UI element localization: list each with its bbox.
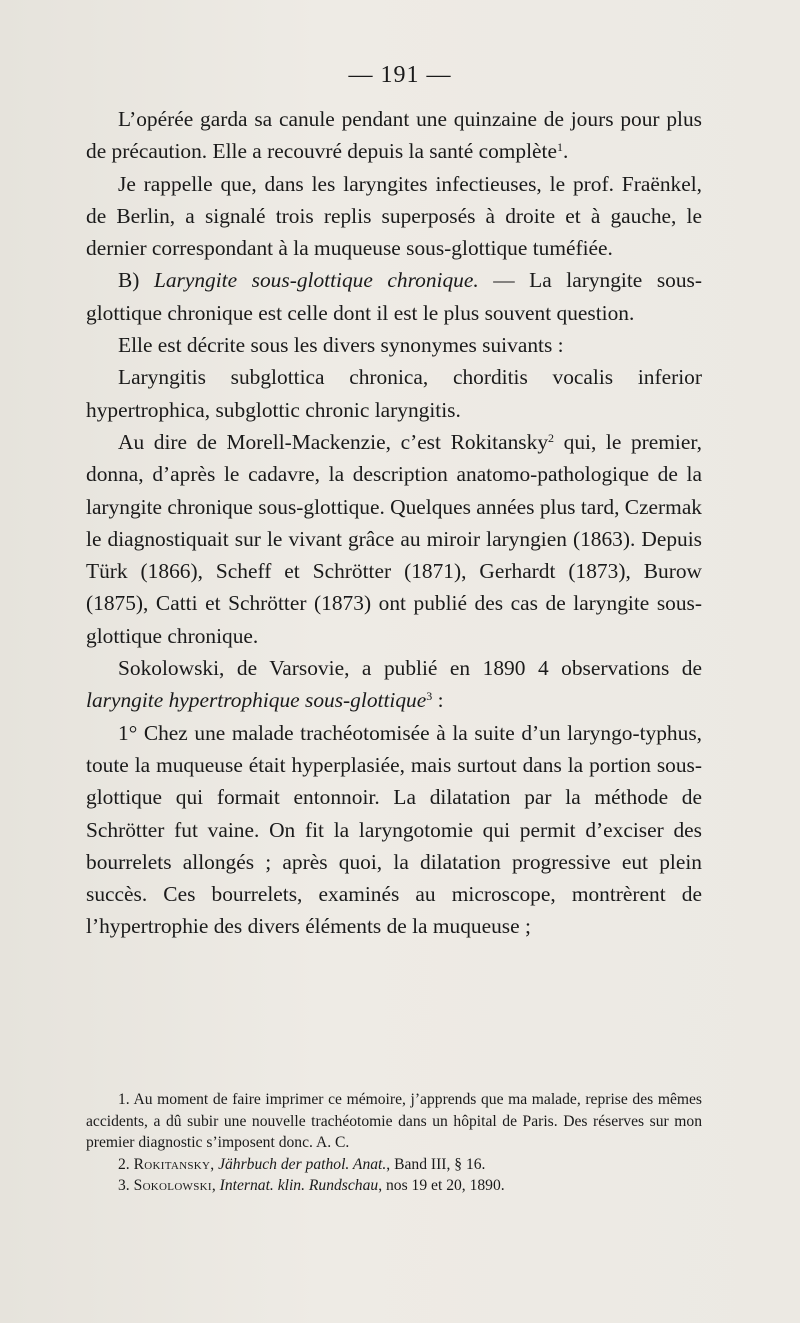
footnote-ref: 2 bbox=[548, 430, 555, 445]
text-run: 1. Au moment de faire imprimer ce mémoire, j’apprends que ma malade, reprise des mêmes accidents, a dû subir une nouvelle trachéotomie dans un hôpital de Paris. Des réserves sur mon premier diagnostic s’imposent donc. A. C. bbox=[86, 1091, 702, 1152]
text-run: . bbox=[562, 139, 569, 164]
page-number: — 191 — bbox=[348, 62, 452, 88]
text-run: Elle est décrite sous les divers synonymes suivants : bbox=[118, 333, 564, 358]
paragraph bbox=[86, 168, 702, 265]
paragraph bbox=[86, 103, 702, 168]
paragraph bbox=[86, 717, 702, 943]
paragraph bbox=[86, 652, 702, 717]
text-run: B) bbox=[118, 268, 154, 293]
text-run: Rokitansky bbox=[133, 1155, 211, 1173]
text-run: laryngite hypertrophique sous-glottique bbox=[86, 688, 427, 713]
text-run: Laryngite sous-glottique chronique. bbox=[153, 268, 479, 293]
paragraph bbox=[86, 264, 702, 329]
text-run: Laryngitis subglottica chronica, chorditis vocalis inferior hypertrophica, subglottic chronic laryngitis. bbox=[86, 365, 702, 422]
text-run: , bbox=[210, 1155, 219, 1173]
text-run: 1° Chez une malade trachéotomisée à la suite d’un laryngo-typhus, toute la muqueuse était hyperplasiée, mais surtout dans la portion sous-glottique qui formait entonnoir. La dilatation par la méthode de Schrötter fut vaine. On fit la laryngotomie qui permit d’exciser des bourrelets allongés ; après quoi, la dilatation progressive eut plein succès. Ces bourrelets, examinés au microscope, montrèrent de l’hypertrophie des divers éléments de la muqueuse ; bbox=[86, 720, 702, 939]
text-run: Sokolowski, de Varsovie, a publié en 1890 4 observations de bbox=[118, 656, 702, 681]
text-run: L’opérée garda sa canule pendant une quinzaine de jours pour plus de précaution. Elle a recouvré depuis la santé complète bbox=[86, 107, 702, 164]
text-run: Je rappelle que, dans les laryngites infectieuses, le prof. Fraënkel, de Berlin, a signalé trois replis superposés à droite et à gauche, le dernier correspondant à la muqueuse sous-glottique tuméfiée. bbox=[86, 171, 702, 261]
main-text bbox=[86, 103, 702, 943]
footnote bbox=[86, 1154, 702, 1176]
text-run: , bbox=[211, 1177, 220, 1195]
paragraph bbox=[86, 361, 702, 426]
text-run: : bbox=[432, 688, 444, 713]
text-run: Au dire de Morell-Mackenzie, c’est Rokitansky bbox=[118, 429, 549, 454]
text-run: 2. bbox=[118, 1155, 134, 1173]
footnotes bbox=[86, 1089, 702, 1197]
text-run: Internat. klin. Rundschau bbox=[219, 1177, 379, 1195]
text-run: Sokolowski bbox=[133, 1177, 212, 1195]
text-run: qui, le premier, donna, d’après le cadavre, la description anatomo-pathologique de la laryngite chronique sous-glottique. Quelques années plus tard, Czermak le diagnostiquait sur le vivant grâce au miroir laryngien (1863). Depuis Türk (1866), Scheff et Schrötter (1871), Gerhardt (1873), Burow (1875), Catti et Schrötter (1873) ont publié des cas de laryngite sous-glottique chronique. bbox=[86, 429, 703, 648]
footnote-ref: 3 bbox=[426, 689, 433, 704]
text-run: 3. bbox=[118, 1177, 134, 1195]
footnote bbox=[86, 1175, 702, 1197]
text-run: , nos 19 et 20, 1890. bbox=[378, 1177, 505, 1195]
paragraph bbox=[86, 426, 702, 652]
text-run: Jährbuch der pathol. Anat. bbox=[218, 1155, 387, 1173]
footnote bbox=[86, 1089, 702, 1154]
text-run: — La laryngite sous-glottique chronique est celle dont il est le plus souvent question. bbox=[86, 268, 703, 325]
paragraph bbox=[86, 329, 702, 361]
footnote-ref: 1 bbox=[556, 140, 563, 155]
text-run: , Band III, § 16. bbox=[386, 1155, 486, 1173]
